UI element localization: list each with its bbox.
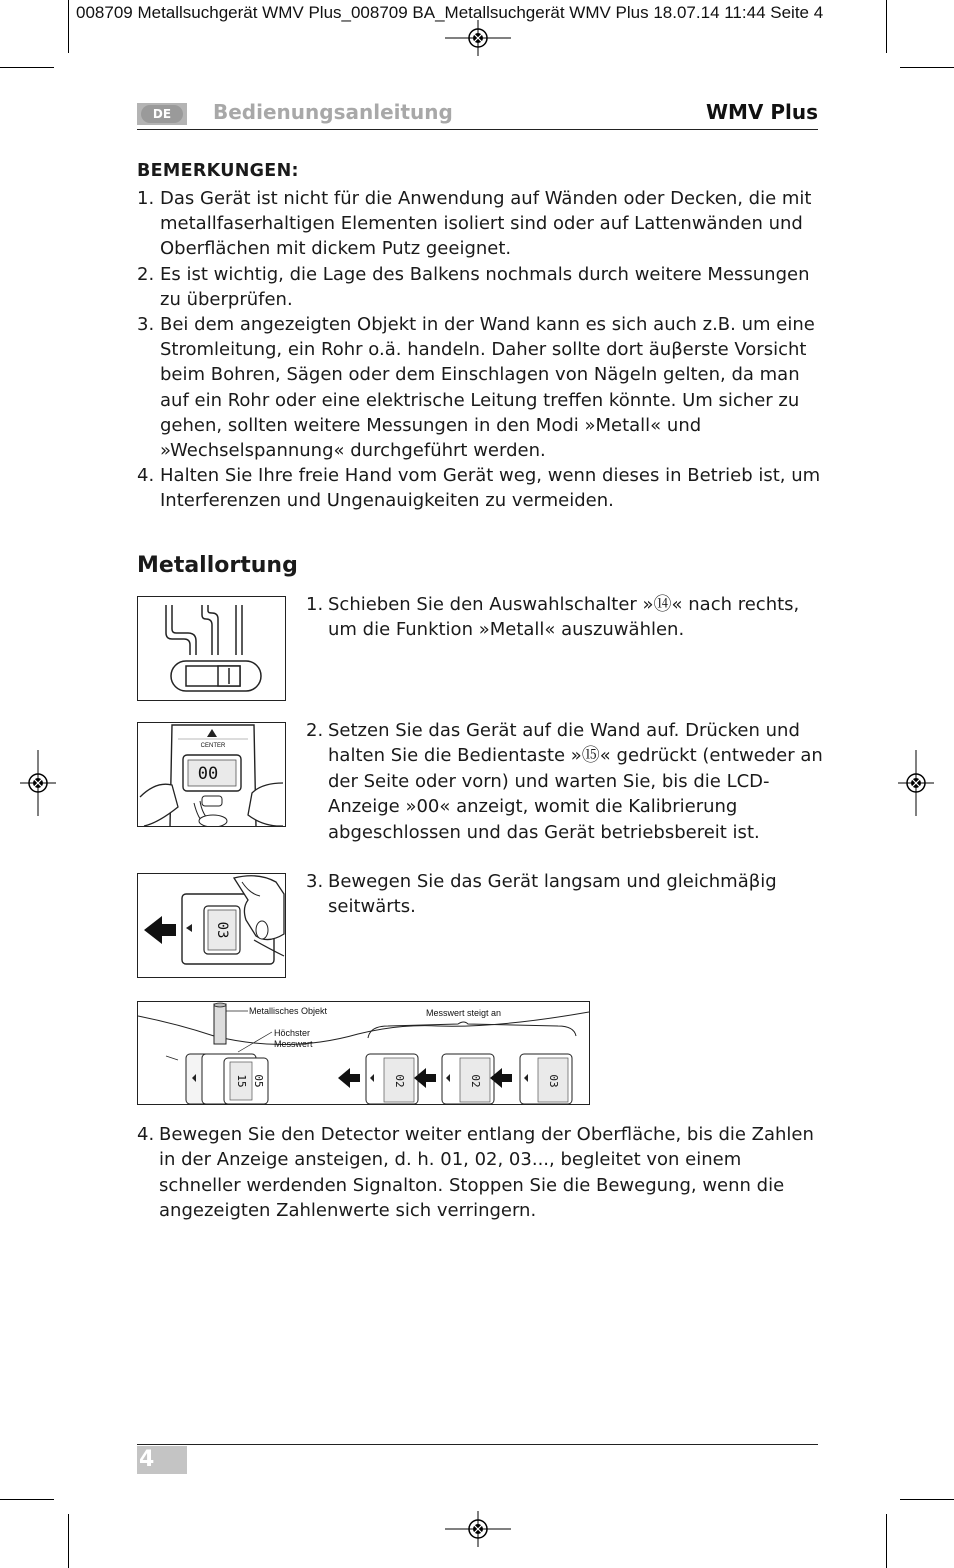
crop-mark — [68, 0, 69, 53]
device-moving-illustration — [138, 874, 285, 977]
figure-measurement-sequence — [137, 1001, 590, 1105]
figure-selector-switch — [137, 596, 286, 701]
step-number: 1. — [306, 594, 324, 615]
label-max-value-1: Höchster — [274, 1028, 311, 1038]
remark-number: 2. — [137, 263, 155, 285]
model-name: WMV Plus — [705, 100, 818, 124]
step-number: 4. — [137, 1124, 155, 1145]
remarks-heading: BEMERKUNGEN: — [137, 161, 299, 181]
step-text: Bewegen Sie den Detector weiter entlang der Oberfläche, bis die Zahlen in der Anzeige ansteigen, d. h. 01, 02, 03..., begleitet von einem schneller werdenden Signalton. Stoppen Sie die Bewegung, wenn die angezeigten Zahlenwerte sich verringern. — [159, 1124, 814, 1222]
remark-text: Halten Sie Ihre freie Hand vom Gerät weg, wenn dieses in Betrieb ist, um Interferenzen und Ungenauigkeiten zu vermeiden. — [160, 465, 821, 512]
lcd-display: 00 — [197, 764, 219, 784]
center-label: CENTER — [200, 743, 226, 749]
crop-mark — [900, 67, 954, 68]
device-illustration — [138, 723, 285, 826]
registration-mark-icon — [898, 750, 934, 816]
registration-mark-icon — [20, 750, 56, 816]
step-number: 2. — [306, 720, 324, 741]
label-metal-object: Metallisches Objekt — [249, 1006, 328, 1016]
step-number: 3. — [306, 871, 324, 892]
remark-number: 1. — [137, 188, 155, 209]
step-item — [306, 869, 826, 920]
step-text: Setzen Sie das Gerät auf die Wand auf. Drücken und halten Sie die Bedientaste »⑮« gedrückt (entweder an der Seite oder vorn) und warten Sie, bis die LCD-Anzeige »00« anzeigt, womit die Kalibrierung abgeschlossen und das Gerät betriebsbereit ist. — [328, 720, 823, 843]
lcd-display: 02 — [469, 1074, 482, 1088]
print-slug: 008709 Metallsuchgerät WMV Plus_008709 BA_Metallsuchgerät WMV Plus 18.07.14 11:44 Seite 4 — [76, 3, 824, 22]
header-rule — [137, 129, 818, 130]
lcd-display: 03 — [547, 1074, 560, 1088]
selector-switch-illustration — [138, 597, 285, 700]
remark-text: Das Gerät ist nicht für die Anwendung auf Wänden oder Decken, die mit metallfaserhaltigen Elementen isoliert sind oder auf Lattenwänden und Oberflächen mit dickem Putz geeignet. — [160, 188, 812, 260]
remarks-list — [137, 186, 827, 514]
remark-text: Es ist wichtig, die Lage des Balkens nochmals durch weitere Messungen zu überprüfen. — [160, 263, 810, 310]
manual-title: Bedienungsanleitung — [213, 100, 453, 124]
remark-number: 3. — [137, 314, 155, 336]
label-max-value-2: Messwert — [274, 1039, 313, 1049]
step-text: Schieben Sie den Auswahlschalter »⑭« nach rechts, um die Funktion »Metall« auszuwählen. — [328, 594, 800, 641]
registration-mark-icon — [445, 20, 511, 56]
remark-item — [137, 186, 827, 262]
crop-mark — [900, 1499, 954, 1500]
remark-text: Bei dem angezeigten Objekt in der Wand kann es sich auch z.B. um eine Stromleitung, ein Rohr o.ä. handeln. Daher sollte dort äuβerste Vorsicht beim Bohren, Sägen oder dem Einschlagen von Nägeln gelten, da man auf ein Rohr oder eine elektrische Leitung treffen könnte. Um sicher zu gehen, sollten weitere Messungen in den Modi »Metall« und »Wechselspannung« durchgeführt werden. — [160, 314, 815, 462]
lcd-display: 15 — [235, 1074, 248, 1088]
remark-item — [137, 312, 827, 463]
lcd-display: 03 — [214, 921, 230, 939]
lcd-display: 02 — [393, 1074, 406, 1088]
remark-item — [137, 463, 827, 513]
step-item — [306, 718, 826, 845]
step-item — [306, 592, 826, 643]
arrow-left-icon — [144, 916, 176, 944]
figure-calibration — [137, 722, 286, 827]
crop-mark — [0, 67, 54, 68]
crop-mark — [886, 0, 887, 53]
label-rising-value: Messwert steigt an — [426, 1008, 502, 1018]
crop-mark — [886, 1514, 887, 1568]
page-number: 4 — [139, 1447, 155, 1472]
remark-number: 4. — [137, 465, 155, 487]
step-item — [137, 1122, 827, 1224]
crop-mark — [0, 1499, 54, 1500]
figure-move-sideways — [137, 873, 286, 978]
remark-item — [137, 262, 827, 312]
arrow-left-icon — [338, 1068, 360, 1088]
registration-mark-icon — [445, 1511, 511, 1547]
measurement-sequence-illustration — [138, 1002, 589, 1104]
lcd-display: 05 — [252, 1074, 265, 1088]
language-badge: DE — [141, 105, 183, 123]
section-title: Metallortung — [137, 553, 298, 578]
step-text: Bewegen Sie das Gerät langsam und gleichmäβig seitwärts. — [328, 871, 777, 918]
crop-mark — [68, 1514, 69, 1568]
footer-rule — [137, 1444, 818, 1445]
